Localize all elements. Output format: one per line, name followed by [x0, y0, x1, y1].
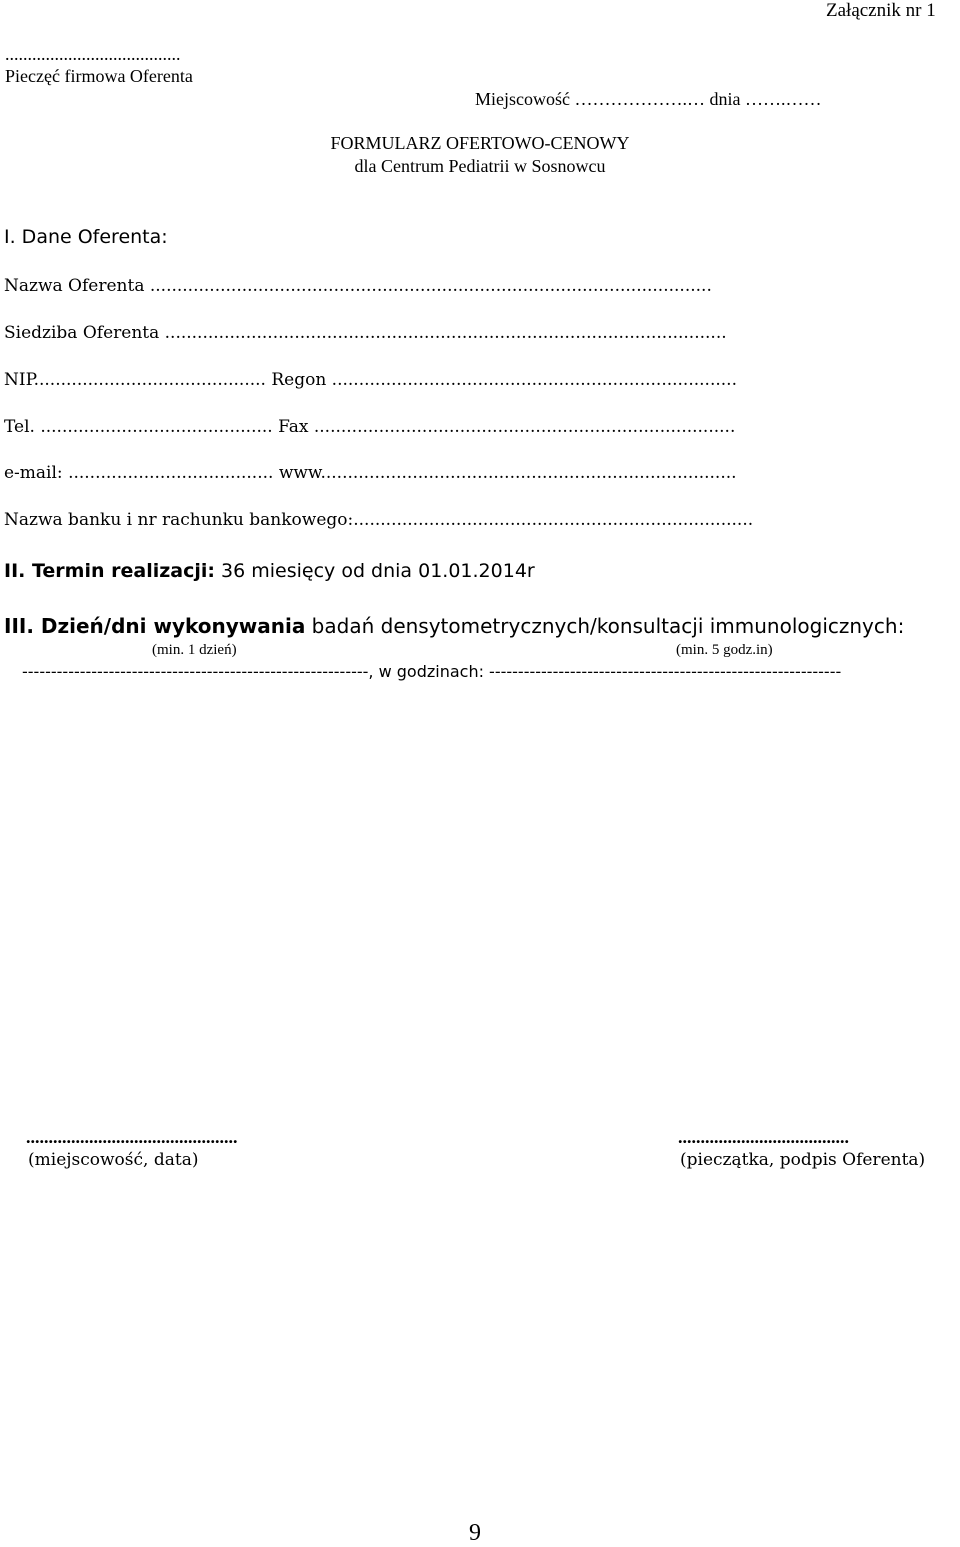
stamp-dots: .......................................: [5, 44, 181, 64]
hint-min-days: (min. 1 dzień): [152, 642, 237, 658]
email-www-field: e-mail: ...................................... www.............................................................................: [4, 463, 737, 483]
place-date-caption: (miejscowość, data): [28, 1150, 199, 1170]
section-3-heading: [4, 614, 904, 638]
form-subtitle: dla Centrum Pediatrii w Sosnowcu: [354, 156, 606, 176]
section-2-heading-bold: II. Termin realizacji:: [4, 560, 215, 582]
days-hours-fill-line: ------------------------------------------------------------, w godzinach: -------------------------------------------------------------: [22, 662, 842, 681]
stamp-signature-caption: (pieczątka, podpis Oferenta): [680, 1150, 926, 1170]
tel-fax-field: Tel. ........................................... Fax ..............................................................................: [4, 417, 736, 437]
attachment-label: Załącznik nr 1: [826, 0, 936, 21]
place-date-line: Miejscowość ……………….… dnia …….……: [475, 89, 822, 109]
section-3-heading-rest: badań densytometrycznych/konsultacji immunologicznych:: [305, 614, 905, 638]
bank-account-field: Nazwa banku i nr rachunku bankowego:..........................................................................: [4, 510, 754, 530]
hint-min-hours: (min. 5 godz.in): [676, 642, 773, 658]
offeror-seat-field: Siedziba Oferenta ........................................................................................................: [4, 323, 727, 343]
section-2-heading-rest: 36 miesięcy od dnia 01.01.2014r: [215, 560, 535, 582]
form-title: FORMULARZ OFERTOWO-CENOWY: [330, 133, 630, 153]
section-3-heading-bold: III. Dzień/dni wykonywania: [4, 614, 306, 638]
section-2-heading: [4, 560, 535, 582]
offeror-name-field: Nazwa Oferenta ........................................................................................................: [4, 276, 712, 296]
place-date-dots: ...............................................: [26, 1127, 238, 1147]
nip-regon-field: NIP........................................... Regon ...........................................................................: [4, 370, 737, 390]
stamp-signature-dots: ......................................: [678, 1127, 849, 1147]
stamp-label: Pieczęć firmowa Oferenta: [5, 66, 193, 86]
section-1-heading: I. Dane Oferenta:: [4, 226, 168, 248]
page-number: 9: [469, 1520, 481, 1546]
